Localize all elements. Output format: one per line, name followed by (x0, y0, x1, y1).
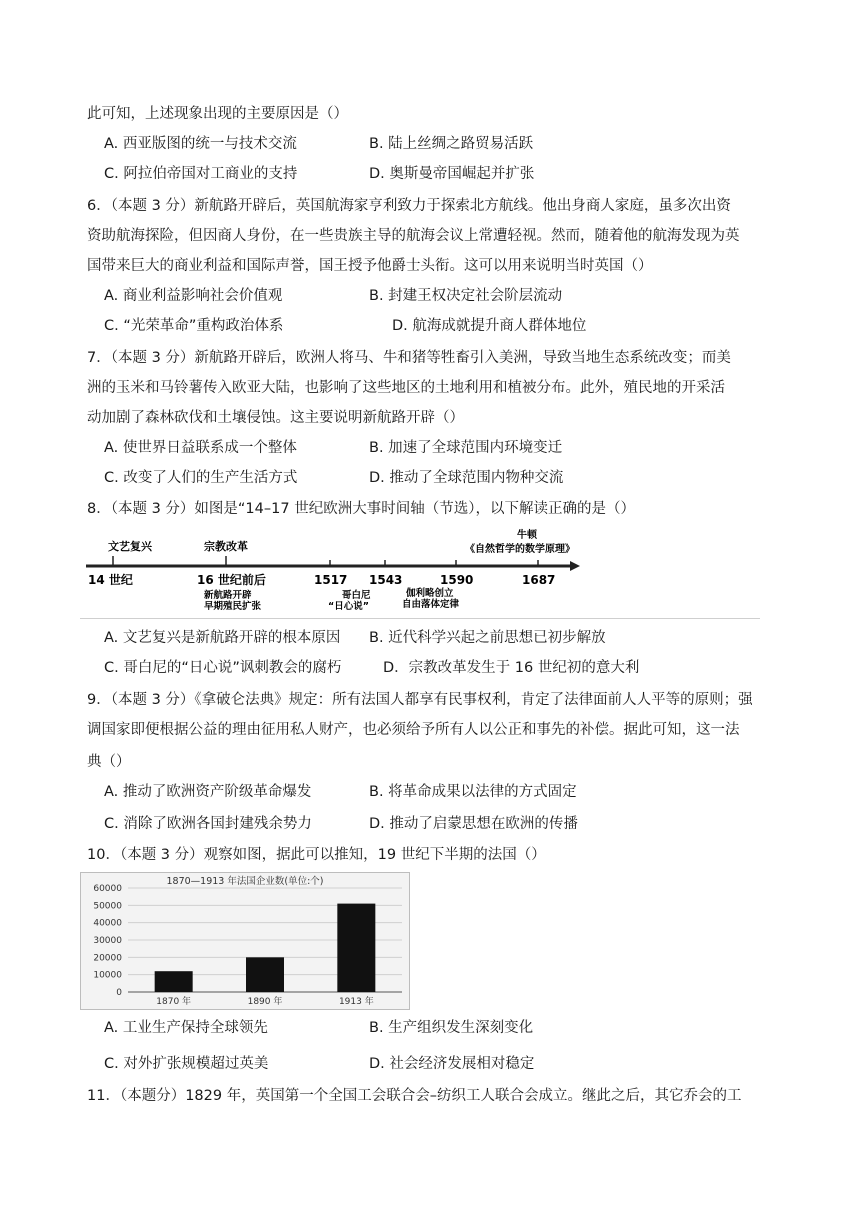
q7-option-d[interactable]: D. 推动了全球范围内物种交流 (369, 470, 564, 486)
q10-text-line: 10．（本题 3 分）观察如图，据此可以推知，19 世纪下半期的法国（） (87, 847, 546, 863)
q9-option-d[interactable]: D. 推动了启蒙思想在欧洲的传播 (369, 816, 578, 832)
q7-option-c[interactable]: C. 改变了人们的生产生活方式 (104, 470, 298, 486)
q6-option-c[interactable]: C. “光荣革命”重构政治体系 (104, 318, 284, 334)
chart-y-tick-label: 60000 (93, 884, 122, 894)
q6-option-d[interactable]: D. 航海成就提升商人群体地位 (392, 318, 587, 334)
q6-text-line: 资助航海探险，但因商人身份，在一些贵族主导的航海会议上常遭轻视。然而，随着他的航海发现为英 (87, 228, 740, 244)
q5-option-b[interactable]: B. 陆上丝绸之路贸易活跃 (369, 136, 534, 152)
q5-option-c[interactable]: C. 阿拉伯帝国对工商业的支持 (104, 166, 298, 182)
q8-option-c[interactable]: C. 哥白尼的“日心说”讽刺教会的腐朽 (104, 660, 342, 676)
chart-y-tick-label: 50000 (93, 901, 122, 912)
timeline-event-label: 宗教改革 (204, 540, 248, 553)
q10-option-b[interactable]: B. 生产组织发生深刻变化 (369, 1020, 534, 1036)
timeline-tick-label: 16 世纪前后 (197, 573, 266, 587)
chart-y-tick-label: 0 (116, 988, 122, 998)
q9-text-line: 调国家即便根据公益的理由征用私人财产，也必须给予所有人以公正和事先的补偿。据此可知，这一法 (87, 722, 740, 738)
timeline-event-label: 文艺复兴 (108, 540, 152, 553)
q6-option-b[interactable]: B. 封建王权决定社会阶层流动 (369, 288, 563, 304)
timeline-event-label: 伽利略创立 (406, 588, 454, 599)
q8-option-d[interactable]: D．宗教改革发生于 16 世纪初的意大利 (383, 660, 640, 676)
timeline-event-label: “日心说” (328, 601, 369, 612)
chart-x-tick-label: 1913 年 (338, 997, 374, 1007)
timeline-figure (80, 528, 590, 618)
q10-option-c[interactable]: C. 对外扩张规模超过英美 (104, 1056, 269, 1072)
chart-y-tick-label: 20000 (93, 953, 122, 964)
q10-option-d[interactable]: D. 社会经济发展相对稳定 (369, 1056, 535, 1072)
chart-y-tick-label: 10000 (93, 970, 122, 981)
chart-bar (246, 957, 284, 992)
timeline-event-label: 《自然哲学的数学原理》 (465, 544, 575, 555)
q8-option-a[interactable]: A. 文艺复兴是新航路开辟的根本原因 (104, 630, 341, 646)
q7-option-b[interactable]: B. 加速了全球范围内环境变迁 (369, 440, 563, 456)
q9-text-line: 典（） (87, 754, 131, 770)
timeline-event-label: 早期殖民扩张 (204, 601, 262, 612)
chart-x-tick-label: 1870 年 (156, 997, 192, 1007)
q8-text-line: 8．（本题 3 分）如图是“14–17 世纪欧洲大事时间轴（节选），以下解读正确的是（） (87, 501, 635, 517)
timeline-tick-label: 1517 (314, 573, 348, 587)
enterprise-bar-chart (80, 872, 410, 1010)
timeline-tick-label: 1543 (369, 573, 403, 587)
q5-option-a[interactable]: A. 西亚版图的统一与技术交流 (104, 136, 297, 152)
q9-option-c[interactable]: C. 消除了欧洲各国封建残余势力 (104, 816, 312, 832)
q9-option-b[interactable]: B. 将革命成果以法律的方式固定 (369, 784, 577, 800)
divider (80, 618, 760, 619)
question-5-tail: 此可知，上述现象出现的主要原因是（） (87, 106, 348, 122)
q6-option-a[interactable]: A. 商业利益影响社会价值观 (104, 288, 283, 304)
timeline-event-label: 哥白尼 (342, 590, 371, 601)
q7-text-line: 洲的玉米和马铃薯传入欧亚大陆，也影响了这些地区的土地利用和植被分布。此外，殖民地的开采活 (87, 380, 725, 396)
q9-option-a[interactable]: A. 推动了欧洲资产阶级革命爆发 (104, 784, 312, 800)
chart-y-tick-label: 40000 (93, 918, 122, 929)
timeline-event-label: 牛顿 (517, 530, 537, 541)
q11-text-line: 11．（本题分）1829 年，英国第一个全国工会联合会–纺织工人联合会成立。继此之后，其它乔会的工 (87, 1088, 742, 1104)
timeline-event-label: 自由落体定律 (402, 599, 460, 610)
chart-title: 1870—1913 年法国企业数(单位:个) (166, 876, 324, 887)
q9-text-line: 9．（本题 3 分）《拿破仑法典》规定：所有法国人都享有民事权利，肯定了法律面前人人平等的原则；强 (87, 692, 753, 708)
q5-option-d[interactable]: D. 奥斯曼帝国崛起并扩张 (369, 166, 535, 182)
q6-text-line: 国带来巨大的商业利益和国际声誉，国王授予他爵士头衔。这可以用来说明当时英国（） (87, 258, 653, 274)
q7-option-a[interactable]: A. 使世界日益联系成一个整体 (104, 440, 297, 456)
timeline-arrow-icon (570, 561, 580, 571)
timeline-tick-label: 1590 (440, 573, 474, 587)
q10-option-a[interactable]: A. 工业生产保持全球领先 (104, 1020, 268, 1036)
q8-option-b[interactable]: B. 近代科学兴起之前思想已初步解放 (369, 630, 606, 646)
timeline-tick-label: 14 世纪 (88, 573, 133, 587)
chart-bar (155, 971, 193, 992)
timeline-event-label: 新航路开辟 (204, 590, 252, 601)
chart-bar (337, 904, 375, 992)
timeline-tick-label: 1687 (522, 573, 556, 587)
q6-text-line: 6．（本题 3 分）新航路开辟后，英国航海家亨利致力于探索北方航线。他出身商人家庭，虽多次出资 (87, 198, 731, 214)
chart-y-tick-label: 30000 (93, 936, 122, 946)
chart-x-tick-label: 1890 年 (247, 997, 283, 1007)
q7-text-line: 7．（本题 3 分）新航路开辟后，欧洲人将马、牛和猪等牲畜引入美洲，导致当地生态系统改变；而美 (87, 350, 731, 366)
q7-text-line: 动加剧了森林砍伐和土壤侵蚀。这主要说明新航路开辟（） (87, 410, 464, 426)
